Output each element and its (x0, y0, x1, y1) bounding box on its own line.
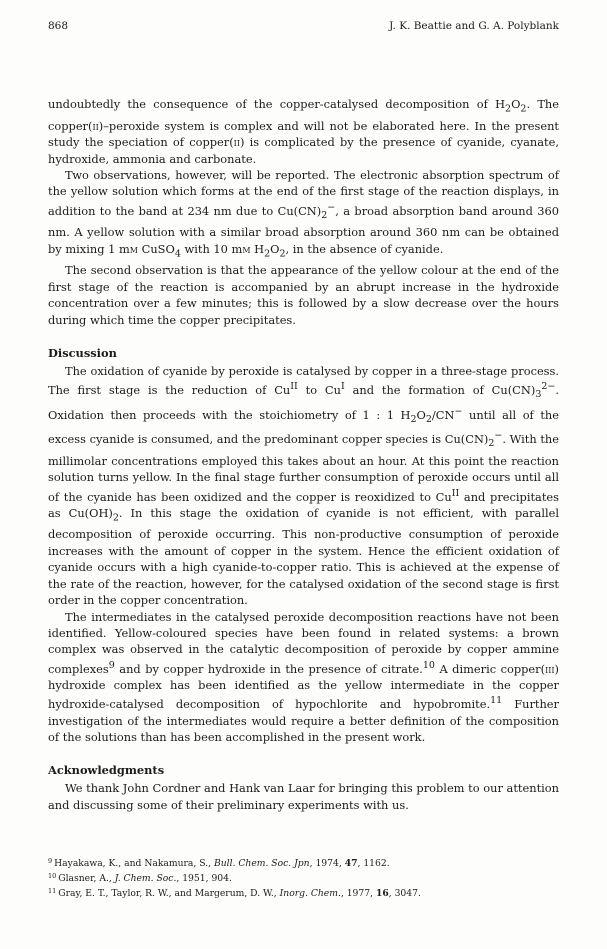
footnote: $^9$ Hayakawa, K., and Nakamura, S., Bull. Chem. Soc. Jpn, 1974, 47, 1162. (48, 857, 390, 869)
paragraph-second-observation: The second observation is that the appearance of the yellow colour at the end of the first stage of the reaction is accompanied by an abrupt increase in the hydroxide concentration over a few minutes; this is followed by a slow decrease over the hours during which time the copper precipitates. (48, 263, 559, 327)
discussion-heading: Discussion (48, 345, 117, 360)
acknowledgments-heading: Acknowledgments (48, 763, 165, 778)
paragraph-discussion-2: The intermediates in the catalysed peroxide decomposition reactions have not been identified. Yellow-coloured species have been found in related systems: a brown complex was observed in the catalytic decomposition of peroxide by copper ammine complexes$^9$ and by copper hydroxide in the presence of citrate.$^{10}$ A dimeric copper(iii) hydroxide complex has been identified as the yellow intermediate in the copper hydroxide-catalysed decomposition of hypochlorite and hypobromite.$^{11}$ Further investigation of the intermediates would require a better definition of the composition of the solutions than has been accomplished in the present work. (48, 609, 559, 744)
footnotes (48, 855, 559, 901)
footnote: $^{10}$ Glasner, A., J. Chem. Soc., 1951, 904. (48, 872, 232, 885)
paragraph-observations: Two observations, however, will be reported. The electronic absorption spectrum of the yellow solution which forms at the end of the first stage of the reaction displays, in addition to the band at 234 nm due to $Cu(CN)_2^-$, a broad absorption band around 360 nm. A yellow solution with a similar broad absorption around 360 nm can be obtained by mixing 1 mm CuSO$_4$ with 10 mm $H_2O_2$, in the absence of cyanide. (48, 167, 559, 259)
article-body (48, 96, 559, 813)
paragraph-discussion-1: The oxidation of cyanide by peroxide is catalysed by copper in a three-stage process. The first stage is the reduction of $Cu^{II}$ to $Cu^I$ and the formation of $Cu(CN)_3^{2-}$. Oxidation then proceeds with the stoichiometry of 1 : 1 $H_2O_2/CN^-$ until all of the excess cyanide is consumed, and the predominant copper species is $Cu(CN)_2^-$. With the millimolar concentrations employed this takes about an hour. At this point the reaction solution turns yellow. In the final stage further consumption of peroxide occurs until all of the cyanide has been oxidized and the copper is reoxidized to $Cu^{II}$ and precipitates as $Cu(OH)_2$. In this stage the oxidation of cyanide is not efficient, with parallel decomposition of peroxide occurring. This non-productive consumption of peroxide increases with the amount of copper in the system. Hence the efficient oxidation of cyanide occurs with a high cyanide-to-copper ratio. This is achieved at the expense of the rate of the reaction, however, for the catalysed oxidation of the second stage is first order in the copper concentration. (48, 363, 559, 608)
page-number: 868 (48, 20, 69, 32)
running-header (48, 20, 559, 32)
paragraph-acknowledgments: We thank John Cordner and Hank van Laar for bringing this problem to our attention and discussing some of their preliminary experiments with us. (48, 781, 559, 812)
paragraph-continued: undoubtedly the consequence of the copper-catalysed decomposition of $H_2O_2$. The copper(ii)–peroxide system is complex and will not be elaborated here. In the present study the speciation of copper(ii) is complicated by the presence of cyanide, cyanate, hydroxide, ammonia and carbonate. (48, 97, 560, 166)
running-authors: J. K. Beattie and G. A. Polyblank (389, 20, 559, 32)
footnote: $^{11}$ Gray, E. T., Taylor, R. W., and Margerum, D. W., Inorg. Chem., 1977, 16, 3047. (48, 887, 421, 900)
